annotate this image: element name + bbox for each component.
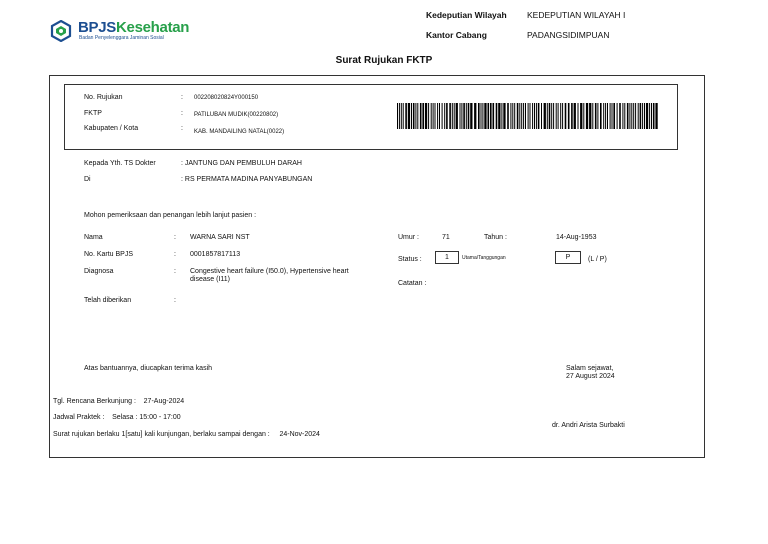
barcode-bar	[578, 103, 579, 129]
status-box	[435, 251, 459, 264]
barcode-bar	[605, 103, 606, 129]
telah-label: Telah diberikan	[84, 297, 132, 304]
barcode-bar	[534, 103, 535, 129]
barcode-bar	[592, 103, 593, 129]
umur-value: 71	[442, 234, 450, 241]
brand-subtitle: Badan Penyelenggara Jaminan Sosial	[79, 35, 164, 41]
berlaku-text: Surat rujukan berlaku 1[satu] kali kunjungan, berlaku sampai dengan : 24-Nov-2024	[53, 431, 320, 438]
barcode-bar	[638, 103, 639, 129]
barcode-bar	[627, 103, 629, 129]
barcode-bar	[496, 103, 498, 129]
barcode-bar	[466, 103, 467, 129]
barcode-bar	[470, 103, 472, 129]
barcode-bar	[454, 103, 455, 129]
barcode-bar	[617, 103, 618, 129]
colon: :	[174, 297, 176, 304]
diagnosa-line1: Congestive heart failure (I50.0), Hypertensive heart	[190, 268, 349, 275]
barcode-bar	[556, 103, 557, 129]
no-rujukan-value: 002208020824Y000150	[194, 95, 259, 101]
barcode-bar	[612, 103, 613, 129]
barcode-bar	[536, 103, 537, 129]
barcode-bar	[452, 103, 453, 129]
barcode-bar	[463, 103, 465, 129]
barcode-bar	[493, 103, 495, 129]
kartu-value: 0001857817113	[190, 251, 241, 258]
barcode-bar	[523, 103, 524, 129]
barcode-bar	[468, 103, 470, 129]
barcode-bar	[514, 103, 515, 129]
barcode-bar	[428, 103, 429, 129]
brand-part2: Kesehatan	[116, 19, 190, 36]
barcode-bar	[474, 103, 476, 129]
barcode-bar	[610, 103, 611, 129]
barcode-bar	[405, 103, 407, 129]
page-title: Surat Rujukan FKTP	[335, 55, 433, 66]
barcode-bar	[574, 103, 576, 129]
barcode-bar	[646, 103, 648, 129]
tahun-label: Tahun :	[484, 234, 507, 241]
brand-part1: BPJS	[78, 19, 116, 36]
barcode-bar	[530, 103, 531, 129]
bpjs-logo-icon	[50, 20, 72, 42]
barcode-bar	[653, 103, 655, 129]
barcode-bar	[631, 103, 632, 129]
barcode-bar	[528, 103, 529, 129]
barcode-bar	[519, 103, 520, 129]
brand-name	[78, 19, 189, 36]
barcode-bar	[484, 103, 486, 129]
barcode-bar	[413, 103, 415, 129]
barcode-bar	[401, 103, 402, 129]
salam-date: 27 August 2024	[566, 373, 615, 380]
barcode-bar	[507, 103, 509, 129]
gender-desc: (L / P)	[588, 256, 607, 263]
di-value: : RS PERMATA MADINA PANYABUNGAN	[181, 176, 313, 183]
barcode-bar	[568, 103, 570, 129]
colon: :	[174, 234, 176, 241]
barcode-bar	[415, 103, 416, 129]
kedeputian-label: Kedeputian Wilayah	[426, 10, 507, 20]
diagnosa-line2: disease (I11)	[190, 276, 230, 283]
kabupaten-label: Kabupaten / Kota	[84, 125, 139, 132]
status-desc: Utama/Tanggungan	[462, 255, 506, 261]
colon: :	[174, 268, 176, 275]
barcode-bar	[431, 103, 432, 129]
barcode-bar	[553, 103, 554, 129]
nama-label: Nama	[84, 234, 103, 241]
barcode-image	[397, 103, 659, 129]
kepada-label: Kepada Yth. TS Dokter	[84, 160, 156, 167]
kepada-value: : JANTUNG DAN PEMBULUH DARAH	[181, 160, 302, 167]
barcode-bar	[420, 103, 422, 129]
barcode-bar	[595, 103, 597, 129]
barcode-bar	[655, 103, 657, 129]
thanks-text: Atas bantuannya, diucapkan terima kasih	[84, 365, 213, 372]
barcode-bar	[503, 103, 505, 129]
gender-value: P	[565, 254, 571, 261]
barcode-bar	[442, 103, 443, 129]
barcode-bar	[640, 103, 642, 129]
barcode-bar	[558, 103, 559, 129]
rencana-text: Tgl. Rencana Berkunjung : 27-Aug-2024	[53, 398, 185, 405]
barcode-bar	[635, 103, 636, 129]
barcode-bar	[399, 103, 400, 129]
barcode-bar	[547, 103, 548, 129]
kedeputian-value: KEDEPUTIAN WILAYAH I	[527, 10, 626, 20]
barcode-bar	[437, 103, 438, 129]
barcode-bar	[512, 103, 513, 129]
barcode-bar	[532, 103, 533, 129]
barcode-bar	[461, 103, 462, 129]
barcode-bar	[541, 103, 542, 129]
barcode-bar	[644, 103, 645, 129]
fktp-value: PATILUBAN MUDIK(00220802)	[194, 112, 279, 118]
barcode-bar	[600, 103, 602, 129]
barcode-bar	[589, 103, 591, 129]
kabupaten-value: KAB. MANDAILING NATAL(0022)	[194, 129, 285, 135]
barcode-bar	[490, 103, 492, 129]
barcode-bar	[397, 103, 398, 129]
dob-value: 14-Aug-1953	[556, 234, 597, 241]
kartu-label: No. Kartu BPJS	[84, 251, 134, 258]
barcode-bar	[460, 103, 461, 129]
barcode-bar	[517, 103, 519, 129]
barcode-bar	[586, 103, 588, 129]
colon: :	[181, 94, 183, 101]
colon: :	[181, 125, 183, 132]
no-rujukan-label: No. Rujukan	[84, 94, 123, 101]
barcode-bar	[425, 103, 427, 129]
di-label: Di	[84, 176, 91, 183]
barcode-bar	[551, 103, 552, 129]
barcode-bar	[583, 103, 584, 129]
barcode-bar	[521, 103, 522, 129]
barcode-bar	[446, 103, 448, 129]
barcode-bar	[478, 103, 480, 129]
barcode-bar	[501, 103, 502, 129]
barcode-bar	[580, 103, 582, 129]
barcode-bar	[449, 103, 451, 129]
barcode-bar	[482, 103, 483, 129]
barcode-bar	[411, 103, 412, 129]
barcode-bar	[651, 103, 652, 129]
barcode-bar	[456, 103, 458, 129]
barcode-bar	[417, 103, 418, 129]
barcode-bar	[544, 103, 546, 129]
barcode-bar	[622, 103, 623, 129]
barcode-bar	[510, 103, 511, 129]
barcode-bar	[642, 103, 643, 129]
barcode-bar	[433, 103, 434, 129]
barcode-bar	[607, 103, 608, 129]
kantor-value: PADANGSIDIMPUAN	[527, 30, 610, 40]
gender-box	[555, 251, 581, 264]
nama-value: WARNA SARI NST	[190, 234, 250, 241]
umur-label: Umur :	[398, 234, 419, 241]
barcode-bar	[624, 103, 625, 129]
barcode-bar	[435, 103, 436, 129]
doctor-name: dr. Andri Arista Surbakti	[552, 422, 625, 429]
barcode-bar	[403, 103, 404, 129]
barcode-bar	[525, 103, 526, 129]
diagnosa-label: Diagnosa	[84, 268, 114, 275]
jadwal-text: Jadwal Praktek : Selasa : 15:00 - 17:00	[53, 414, 181, 421]
barcode-bar	[597, 103, 598, 129]
kantor-label: Kantor Cabang	[426, 30, 487, 40]
barcode-bar	[562, 103, 563, 129]
barcode-bar	[488, 103, 490, 129]
barcode-bar	[408, 103, 410, 129]
barcode-bar	[481, 103, 482, 129]
barcode-bar	[444, 103, 445, 129]
catatan-label: Catatan :	[398, 280, 427, 287]
fktp-label: FKTP	[84, 110, 102, 117]
barcode-bar	[619, 103, 621, 129]
barcode-bar	[549, 103, 551, 129]
barcode-bar	[633, 103, 634, 129]
barcode-bar	[565, 103, 567, 129]
barcode-bar	[629, 103, 630, 129]
barcode-bar	[439, 103, 440, 129]
barcode-bar	[422, 103, 424, 129]
request-text: Mohon pemeriksaan dan penangan lebih lanjut pasien :	[84, 212, 257, 219]
barcode-bar	[538, 103, 540, 129]
colon: :	[181, 110, 183, 117]
barcode-bar	[571, 103, 573, 129]
barcode-bar	[603, 103, 604, 129]
barcode-bar	[560, 103, 561, 129]
status-label: Status :	[398, 256, 422, 263]
salam-text: Salam sejawat,	[566, 365, 614, 372]
barcode-bar	[498, 103, 500, 129]
barcode-bar	[613, 103, 615, 129]
barcode-bar	[649, 103, 650, 129]
colon: :	[174, 251, 176, 258]
status-value: 1	[445, 254, 449, 261]
